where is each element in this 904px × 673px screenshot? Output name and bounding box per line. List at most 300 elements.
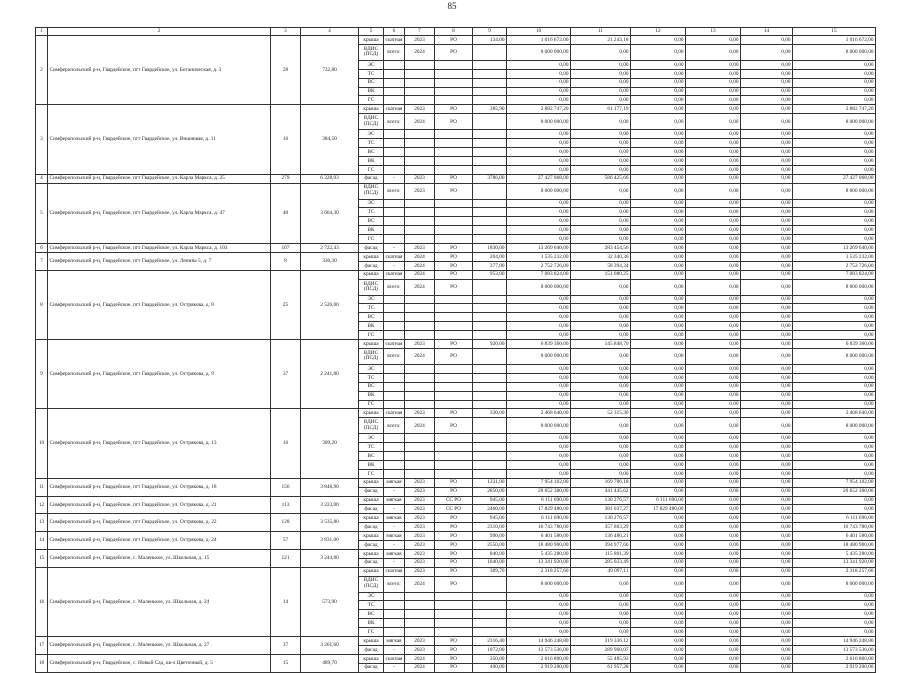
cell-col13: 0,00: [686, 348, 741, 364]
cell-col11: 21 243,18: [571, 36, 631, 45]
cell-type: [384, 373, 405, 382]
cell-element: ВДИС (ПСД): [359, 576, 384, 592]
cell-col14: 0,00: [741, 87, 793, 96]
cell-total-cost: 0,00: [507, 217, 571, 226]
cell-col3: 37: [271, 340, 301, 409]
cell-volume: 377,00: [473, 261, 507, 270]
cell-year: [405, 60, 435, 69]
cell-col13: 0,00: [686, 313, 741, 322]
cell-element: ВС: [359, 313, 384, 322]
cell-col15: 1 016 672,00: [793, 36, 876, 45]
cell-col3: 113: [271, 496, 301, 514]
cell-element: ВС: [359, 217, 384, 226]
cell-element: ЭС: [359, 199, 384, 208]
cell-fund: РО: [435, 114, 473, 130]
cell-element: ГС: [359, 165, 384, 174]
cell-fund: РО: [435, 270, 473, 279]
cell-col12: 0,00: [631, 373, 686, 382]
cell-year: [405, 434, 435, 443]
cell-col13: 0,00: [686, 139, 741, 148]
cell-col11: 0,00: [571, 576, 631, 592]
cell-col15: 0,00: [793, 96, 876, 105]
cell-col3: 8: [271, 252, 301, 270]
cell-fund: РО: [435, 663, 473, 672]
cell-fund: [435, 78, 473, 87]
cell-col13: 0,00: [686, 114, 741, 130]
cell-col12: 0,00: [631, 279, 686, 295]
cell-volume: [473, 382, 507, 391]
cell-col14: 0,00: [741, 36, 793, 45]
cell-col15: 0,00: [793, 496, 876, 505]
cell-volume: 1840,00: [473, 558, 507, 567]
cell-col15: 6 111 690,00: [793, 514, 876, 523]
cell-area: 573,90: [301, 567, 359, 636]
column-number: 9: [473, 28, 507, 36]
cell-element: ГС: [359, 400, 384, 409]
cell-type: [384, 156, 405, 165]
cell-col11: 49 097,11: [571, 567, 631, 576]
cell-address: Симферопольский р-н, Гвардейское, пгт Гвардейское, ул. Острякова, д. 24: [48, 532, 271, 550]
cell-volume: [473, 418, 507, 434]
works-table-body: [36, 28, 876, 673]
cell-col15: 0,00: [793, 364, 876, 373]
cell-total-cost: 5 435 280,00: [507, 549, 571, 558]
cell-fund: [435, 148, 473, 157]
cell-year: [405, 619, 435, 628]
cell-col15: 0,00: [793, 69, 876, 78]
cell-address: Симферопольский р-н, Гвардейское, пгт Гвардейское, ул. Острякова, д. 8: [48, 270, 271, 339]
cell-number: 6: [36, 244, 48, 253]
cell-col13: 0,00: [686, 452, 741, 461]
cell-col15: 1 535 232,00: [793, 252, 876, 261]
cell-total-cost: 27 427 068,00: [507, 174, 571, 183]
cell-col12: 0,00: [631, 567, 686, 576]
cell-total-cost: 0,00: [507, 610, 571, 619]
cell-col3: 40: [271, 183, 301, 243]
cell-col12: 0,00: [631, 156, 686, 165]
cell-type: всего:: [384, 418, 405, 434]
cell-col12: 0,00: [631, 654, 686, 663]
cell-volume: 385,90: [473, 105, 507, 114]
cell-col15: 2 752 726,00: [793, 261, 876, 270]
column-number: 4: [301, 28, 359, 36]
cell-col11: 0,00: [571, 469, 631, 478]
cell-col13: 0,00: [686, 645, 741, 654]
cell-year: 2023: [405, 36, 435, 45]
cell-col13: 0,00: [686, 78, 741, 87]
cell-type: -: [384, 244, 405, 253]
cell-total-cost: 8 000 000,00: [507, 183, 571, 199]
cell-col11: 0,00: [571, 348, 631, 364]
table-row: [36, 409, 876, 418]
cell-year: [405, 460, 435, 469]
cell-col12: 0,00: [631, 165, 686, 174]
cell-fund: РО: [435, 409, 473, 418]
cell-type: [384, 313, 405, 322]
cell-col11: 115 801,39: [571, 549, 631, 558]
cell-col14: 0,00: [741, 304, 793, 313]
cell-element: ГС: [359, 331, 384, 340]
cell-col12: 0,00: [631, 199, 686, 208]
cell-volume: [473, 139, 507, 148]
cell-volume: [473, 313, 507, 322]
cell-type: -: [384, 645, 405, 654]
cell-col12: 0,00: [631, 226, 686, 235]
cell-col11: 0,00: [571, 628, 631, 637]
cell-col13: 0,00: [686, 148, 741, 157]
cell-col15: 0,00: [793, 382, 876, 391]
cell-col3: 15: [271, 654, 301, 672]
cell-col14: 0,00: [741, 244, 793, 253]
cell-total-cost: 0,00: [507, 148, 571, 157]
cell-col13: 0,00: [686, 601, 741, 610]
cell-col15: 0,00: [793, 460, 876, 469]
cell-col11: 32 340,36: [571, 252, 631, 261]
cell-area: 732,80: [301, 36, 359, 105]
cell-year: [405, 208, 435, 217]
cell-type: всего:: [384, 183, 405, 199]
cell-fund: РО: [435, 418, 473, 434]
cell-year: 2023: [405, 540, 435, 549]
cell-volume: [473, 576, 507, 592]
cell-total-cost: 18 480 900,00: [507, 540, 571, 549]
cell-volume: 1231,00: [473, 478, 507, 487]
cell-col13: 0,00: [686, 558, 741, 567]
cell-col11: 0,00: [571, 364, 631, 373]
cell-fund: РО: [435, 174, 473, 183]
cell-col13: 0,00: [686, 165, 741, 174]
cell-total-cost: 16 743 780,00: [507, 523, 571, 532]
cell-col13: 0,00: [686, 235, 741, 244]
cell-year: 2023: [405, 505, 435, 514]
cell-fund: [435, 156, 473, 165]
cell-year: 2024: [405, 348, 435, 364]
cell-number: 5: [36, 183, 48, 243]
cell-type: скатная: [385, 340, 403, 347]
cell-col13: 0,00: [686, 174, 741, 183]
cell-element: крыша: [359, 654, 384, 663]
cell-total-cost: 0,00: [507, 78, 571, 87]
cell-number: 12: [36, 496, 48, 514]
cell-year: 2023: [405, 532, 435, 541]
cell-year: [405, 304, 435, 313]
cell-fund: РО: [435, 44, 473, 60]
cell-col12: 0,00: [631, 540, 686, 549]
cell-total-cost: 13 573 536,00: [507, 645, 571, 654]
cell-year: 2023: [405, 105, 435, 114]
cell-col12: 0,00: [631, 460, 686, 469]
cell-col15: 7 954 102,00: [793, 478, 876, 487]
cell-col12: 0,00: [631, 523, 686, 532]
cell-col3: 28: [271, 36, 301, 105]
cell-volume: [473, 628, 507, 637]
cell-fund: РО: [435, 261, 473, 270]
table-row: [36, 496, 876, 505]
cell-element: фасад: [359, 558, 384, 567]
cell-col14: 0,00: [741, 60, 793, 69]
cell-fund: РО: [435, 558, 473, 567]
cell-year: 2024: [405, 261, 435, 270]
cell-volume: 990,00: [473, 532, 507, 541]
table-row: [36, 514, 876, 523]
cell-volume: 330,00: [473, 409, 507, 418]
cell-col13: 0,00: [686, 44, 741, 60]
cell-col15: 0,00: [793, 322, 876, 331]
cell-col11: 0,00: [571, 139, 631, 148]
table-row: [36, 567, 876, 576]
cell-col15: 0,00: [793, 165, 876, 174]
cell-total-cost: 0,00: [507, 331, 571, 340]
column-number: 14: [741, 28, 793, 36]
cell-volume: [473, 295, 507, 304]
cell-col15: 16 743 780,00: [793, 523, 876, 532]
cell-col11: 130 276,57: [571, 496, 631, 505]
cell-col11: 0,00: [571, 619, 631, 628]
cell-col11: 145 848,70: [571, 340, 631, 349]
cell-type: [384, 382, 405, 391]
cell-fund: РО: [435, 36, 473, 45]
cell-year: [405, 156, 435, 165]
cell-col14: 0,00: [741, 592, 793, 601]
cell-total-cost: 0,00: [507, 460, 571, 469]
cell-fund: РО: [435, 576, 473, 592]
cell-col12: 0,00: [631, 487, 686, 496]
cell-element: крыша: [359, 532, 384, 541]
cell-col14: 0,00: [741, 373, 793, 382]
cell-col12: 0,00: [631, 78, 686, 87]
cell-element: ВК: [359, 460, 384, 469]
table-row: [36, 174, 876, 183]
cell-address: Симферопольский р-н, Гвардейское, пгт Гвардейское, ул. Карла Маркса, д. 25: [48, 174, 271, 183]
cell-type: [384, 610, 405, 619]
cell-type: -: [384, 174, 405, 183]
cell-type: мягкая: [384, 478, 405, 487]
cell-col13: 0,00: [686, 226, 741, 235]
cell-element: фасад: [359, 244, 384, 253]
cell-col12: 0,00: [631, 304, 686, 313]
cell-col12: 0,00: [631, 400, 686, 409]
cell-col14: 0,00: [741, 532, 793, 541]
cell-year: [405, 452, 435, 461]
cell-col15: 0,00: [793, 610, 876, 619]
cell-year: [405, 165, 435, 174]
cell-col13: 0,00: [686, 663, 741, 672]
cell-col11: 0,00: [571, 460, 631, 469]
cell-fund: РО: [435, 636, 473, 645]
cell-year: 2023: [405, 496, 435, 505]
cell-col11: 0,00: [571, 295, 631, 304]
cell-col11: 130 276,57: [571, 514, 631, 523]
cell-col12: 17 829 480,00: [631, 505, 686, 514]
cell-col11: 0,00: [571, 592, 631, 601]
cell-volume: 2850,00: [473, 487, 507, 496]
column-number: 3: [271, 28, 301, 36]
cell-col15: 18 480 900,00: [793, 540, 876, 549]
cell-col15: 0,00: [793, 148, 876, 157]
cell-total-cost: 0,00: [507, 235, 571, 244]
cell-volume: [473, 364, 507, 373]
cell-fund: [435, 373, 473, 382]
cell-volume: 945,00: [473, 496, 507, 505]
page-number: 85: [447, 1, 457, 11]
cell-volume: [473, 434, 507, 443]
cell-volume: [473, 619, 507, 628]
cell-element: ВК: [359, 226, 384, 235]
cell-type: мягкая: [384, 636, 405, 645]
cell-col11: 0,00: [571, 226, 631, 235]
cell-type: [384, 60, 405, 69]
cell-col13: 0,00: [686, 340, 741, 349]
cell-col14: 0,00: [741, 165, 793, 174]
cell-col15: 0,00: [793, 226, 876, 235]
cell-col13: 0,00: [686, 244, 741, 253]
cell-number: 14: [36, 532, 48, 550]
cell-col14: 0,00: [741, 174, 793, 183]
cell-col11: 0,00: [571, 610, 631, 619]
cell-col15: 6 401 580,00: [793, 532, 876, 541]
cell-area: 2 722,43: [301, 244, 359, 253]
cell-fund: РО: [435, 540, 473, 549]
cell-fund: [435, 628, 473, 637]
cell-col15: 0,00: [793, 619, 876, 628]
cell-total-cost: 13 341 920,00: [507, 558, 571, 567]
column-number: 12: [631, 28, 686, 36]
cell-fund: РО: [435, 478, 473, 487]
cell-year: [405, 592, 435, 601]
cell-volume: 840,00: [473, 549, 507, 558]
cell-element: ТС: [359, 208, 384, 217]
cell-type: [384, 235, 405, 244]
cell-col13: 0,00: [686, 105, 741, 114]
cell-col12: 0,00: [631, 148, 686, 157]
cell-col14: 0,00: [741, 139, 793, 148]
cell-col13: 0,00: [686, 217, 741, 226]
cell-col14: 0,00: [741, 270, 793, 279]
cell-col14: 0,00: [741, 469, 793, 478]
cell-col11: 0,00: [571, 331, 631, 340]
cell-col13: 0,00: [686, 576, 741, 592]
cell-col12: 0,00: [631, 261, 686, 270]
cell-col15: 0,00: [793, 235, 876, 244]
cell-col13: 0,00: [686, 156, 741, 165]
cell-col15: 0,00: [793, 469, 876, 478]
cell-area: 2 241,80: [301, 340, 359, 409]
cell-col13: 0,00: [686, 523, 741, 532]
column-number-row: [36, 28, 876, 36]
cell-col12: 0,00: [631, 44, 686, 60]
cell-volume: [473, 78, 507, 87]
cell-col13: 0,00: [686, 199, 741, 208]
cell-fund: РО: [435, 549, 473, 558]
cell-fund: РО: [435, 654, 473, 663]
cell-col13: 0,00: [686, 469, 741, 478]
cell-total-cost: 0,00: [507, 313, 571, 322]
cell-element: ЭС: [359, 364, 384, 373]
cell-address: Симферопольский р-н, Гвардейское, пгт Гвардейское, ул. Острякова, д. 22: [48, 514, 271, 532]
cell-type: всего:: [384, 348, 405, 364]
cell-col12: 0,00: [631, 532, 686, 541]
cell-type: [384, 304, 405, 313]
cell-col13: 0,00: [686, 505, 741, 514]
cell-total-cost: 20 652 300,00: [507, 487, 571, 496]
cell-col12: 0,00: [631, 409, 686, 418]
cell-element: крыша: [359, 270, 384, 279]
cell-col11: 0,00: [571, 400, 631, 409]
cell-col14: 0,00: [741, 409, 793, 418]
cell-area: 2 526,00: [301, 270, 359, 339]
cell-fund: [435, 452, 473, 461]
cell-element: крыша: [359, 409, 384, 418]
cell-col11: 394 977,66: [571, 540, 631, 549]
cell-total-cost: 0,00: [507, 322, 571, 331]
cell-col14: 0,00: [741, 148, 793, 157]
cell-type: [384, 78, 405, 87]
cell-col12: 0,00: [631, 114, 686, 130]
cell-element: крыша: [359, 514, 384, 523]
cell-volume: 309,70: [473, 567, 507, 576]
cell-col3: 57: [271, 532, 301, 550]
cell-col11: 61 177,19: [571, 105, 631, 114]
cell-year: [405, 628, 435, 637]
cell-col12: 0,00: [631, 69, 686, 78]
cell-col11: 319 336,12: [571, 636, 631, 645]
cell-col14: 0,00: [741, 96, 793, 105]
cell-col11: 0,00: [571, 96, 631, 105]
cell-element: крыша: [359, 496, 384, 505]
cell-total-cost: 0,00: [507, 592, 571, 601]
cell-year: 2023: [405, 523, 435, 532]
cell-volume: [473, 279, 507, 295]
cell-total-cost: 0,00: [507, 400, 571, 409]
cell-col12: 0,00: [631, 313, 686, 322]
cell-total-cost: 0,00: [507, 199, 571, 208]
cell-element: ЭС: [359, 295, 384, 304]
cell-year: [405, 382, 435, 391]
cell-fund: РО: [435, 279, 473, 295]
cell-year: [405, 331, 435, 340]
cell-col12: 0,00: [631, 322, 686, 331]
cell-number: 16: [36, 567, 48, 636]
cell-col13: 0,00: [686, 540, 741, 549]
cell-element: ТС: [359, 304, 384, 313]
cell-fund: [435, 382, 473, 391]
column-number: 7: [405, 28, 435, 36]
cell-fund: РО: [435, 348, 473, 364]
cell-element: ВК: [359, 619, 384, 628]
cell-col11: 58 394,34: [571, 261, 631, 270]
cell-total-cost: 7 954 102,00: [507, 478, 571, 487]
cell-volume: 400,00: [473, 663, 507, 672]
cell-element: ГС: [359, 235, 384, 244]
cell-type: [384, 165, 405, 174]
cell-col11: 0,00: [571, 156, 631, 165]
cell-col14: 0,00: [741, 382, 793, 391]
cell-type: -: [384, 540, 405, 549]
cell-total-cost: 8 000 000,00: [507, 418, 571, 434]
cell-volume: 953,00: [473, 270, 507, 279]
cell-col14: 0,00: [741, 130, 793, 139]
cell-col11: 586 425,66: [571, 174, 631, 183]
cell-col14: 0,00: [741, 452, 793, 461]
cell-col11: 0,00: [571, 418, 631, 434]
cell-col15: 0,00: [793, 139, 876, 148]
cell-type: [384, 130, 405, 139]
cell-total-cost: 0,00: [507, 295, 571, 304]
cell-volume: [473, 331, 507, 340]
cell-number: 4: [36, 174, 48, 183]
cell-col11: 0,00: [571, 44, 631, 60]
cell-element: ТС: [359, 601, 384, 610]
